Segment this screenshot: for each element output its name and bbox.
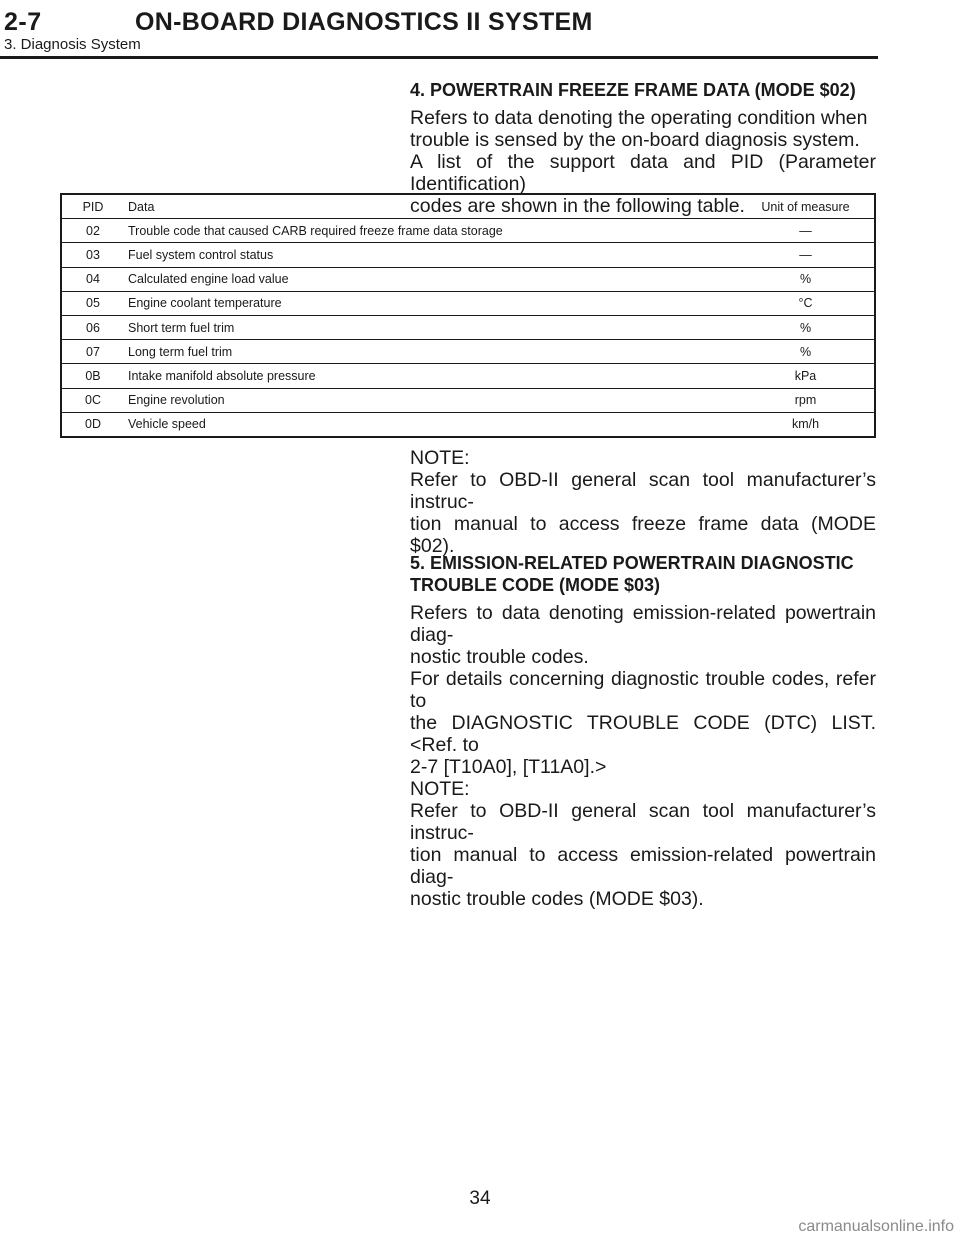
table-row xyxy=(61,267,875,291)
page-header xyxy=(0,4,960,56)
table-row xyxy=(61,291,875,315)
header-pid: PID xyxy=(82,199,104,214)
dtc-line: tion manual to access emission-related powertrain diag- xyxy=(410,844,876,888)
pid-table xyxy=(60,193,876,438)
cell-pid: 06 xyxy=(61,315,124,339)
freeze-frame-line: Refers to data denoting the operating condition when xyxy=(410,107,868,129)
freeze-frame-heading: 4. POWERTRAIN FREEZE FRAME DATA (MODE $02) xyxy=(410,80,856,100)
dtc-heading-line: 5. EMISSION-RELATED POWERTRAIN DIAGNOSTIC xyxy=(410,553,854,573)
dtc-line: nostic trouble codes (MODE $03). xyxy=(410,888,704,910)
cell-pid: 02 xyxy=(61,219,124,243)
cell-data: Long term fuel trim xyxy=(124,340,737,364)
cell-pid: 03 xyxy=(61,243,124,267)
cell-unit: — xyxy=(737,219,875,243)
cell-data: Vehicle speed xyxy=(124,412,737,437)
dtc-line: nostic trouble codes. xyxy=(410,646,589,668)
cell-data: Short term fuel trim xyxy=(124,315,737,339)
note-line: tion manual to access freeze frame data (MODE $02). xyxy=(410,513,876,557)
cell-data: Engine revolution xyxy=(124,388,737,412)
section-title: ON-BOARD DIAGNOSTICS II SYSTEM xyxy=(135,8,593,36)
freeze-frame-line: codes are shown in the following table. xyxy=(410,195,745,217)
page-number: 34 xyxy=(469,1188,491,1209)
cell-pid: 05 xyxy=(61,291,124,315)
cell-data: Calculated engine load value xyxy=(124,267,737,291)
header-data: Data xyxy=(128,199,155,214)
dtc-line: 2-7 [T10A0], [T11A0].> xyxy=(410,756,607,778)
cell-unit: — xyxy=(737,243,875,267)
freeze-frame-line: A list of the support data and PID (Parameter Identification) xyxy=(410,151,876,195)
table-row xyxy=(61,364,875,388)
table-row xyxy=(61,219,875,243)
watermark-link[interactable]: carmanualsonline.info xyxy=(798,1218,954,1235)
cell-data: Engine coolant temperature xyxy=(124,291,737,315)
cell-unit: °C xyxy=(737,291,875,315)
cell-unit: % xyxy=(737,267,875,291)
dtc-section xyxy=(410,552,876,910)
note-line: NOTE: xyxy=(410,447,470,469)
table-header-row xyxy=(61,194,875,219)
dtc-heading-line: TROUBLE CODE (MODE $03) xyxy=(410,575,661,595)
section-number: 2-7 xyxy=(4,8,42,36)
cell-pid: 0B xyxy=(61,364,124,388)
note-line: Refer to OBD-II general scan tool manufacturer’s instruc- xyxy=(410,469,876,513)
dtc-line: For details concerning diagnostic trouble codes, refer to xyxy=(410,668,876,712)
cell-pid: 04 xyxy=(61,267,124,291)
header-rule xyxy=(0,56,878,59)
freeze-frame-note xyxy=(410,447,876,557)
subsection-title: 3. Diagnosis System xyxy=(4,36,141,53)
table-row xyxy=(61,315,875,339)
cell-unit: % xyxy=(737,315,875,339)
table-row xyxy=(61,412,875,437)
table-row xyxy=(61,340,875,364)
cell-unit: kPa xyxy=(737,364,875,388)
dtc-line: Refer to OBD-II general scan tool manufacturer’s instruc- xyxy=(410,800,876,844)
cell-pid: 0D xyxy=(61,412,124,437)
table-row xyxy=(61,388,875,412)
cell-pid: 0C xyxy=(61,388,124,412)
dtc-line: Refers to data denoting emission-related powertrain diag- xyxy=(410,602,876,646)
dtc-line: the DIAGNOSTIC TROUBLE CODE (DTC) LIST. <Ref. to xyxy=(410,712,876,756)
cell-data: Trouble code that caused CARB required freeze frame data storage xyxy=(124,219,737,243)
freeze-frame-line: trouble is sensed by the on-board diagnosis system. xyxy=(410,129,860,151)
cell-data: Fuel system control status xyxy=(124,243,737,267)
table-row xyxy=(61,243,875,267)
header-unit: Unit of measure xyxy=(761,199,850,214)
cell-unit: % xyxy=(737,340,875,364)
cell-data: Intake manifold absolute pressure xyxy=(124,364,737,388)
cell-unit: km/h xyxy=(737,412,875,437)
cell-pid: 07 xyxy=(61,340,124,364)
cell-unit: rpm xyxy=(737,388,875,412)
dtc-line: NOTE: xyxy=(410,778,470,800)
